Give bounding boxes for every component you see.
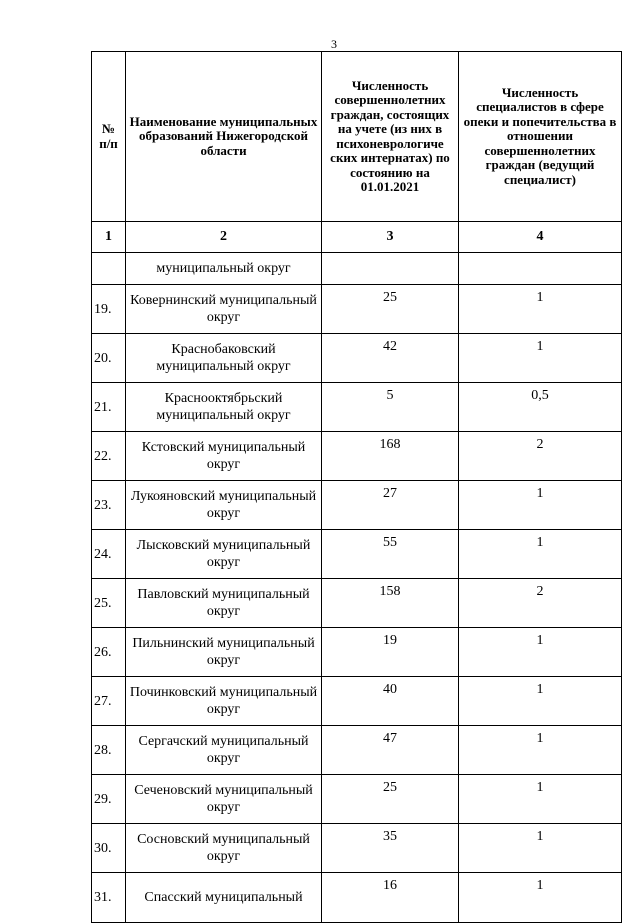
table-row xyxy=(92,285,622,334)
citizens-count: 5 xyxy=(322,383,459,432)
column-number: 3 xyxy=(322,222,459,253)
table-header-row xyxy=(92,52,622,222)
specialists-count: 0,5 xyxy=(459,383,622,432)
table-row xyxy=(92,432,622,481)
table-row xyxy=(92,873,622,923)
row-number: 28. xyxy=(92,726,126,775)
specialists-count: 1 xyxy=(459,628,622,677)
table-row xyxy=(92,530,622,579)
page-number: 3 xyxy=(331,37,337,51)
continuation-specialists-cell xyxy=(459,253,622,285)
specialists-count: 1 xyxy=(459,285,622,334)
row-number: 20. xyxy=(92,334,126,383)
row-number: 27. xyxy=(92,677,126,726)
row-number: 24. xyxy=(92,530,126,579)
specialists-count: 1 xyxy=(459,677,622,726)
continuation-number-cell xyxy=(92,253,126,285)
column-number: 1 xyxy=(92,222,126,253)
district-name: Лысковский муниципальный округ xyxy=(126,530,322,579)
specialists-count: 1 xyxy=(459,873,622,923)
citizens-count: 27 xyxy=(322,481,459,530)
citizens-count: 40 xyxy=(322,677,459,726)
citizens-count: 158 xyxy=(322,579,459,628)
table-row xyxy=(92,579,622,628)
row-number: 23. xyxy=(92,481,126,530)
specialists-count: 1 xyxy=(459,775,622,824)
table-row xyxy=(92,481,622,530)
column-number: 4 xyxy=(459,222,622,253)
specialists-count: 2 xyxy=(459,432,622,481)
district-name: Сосновский муниципальный округ xyxy=(126,824,322,873)
citizens-count: 42 xyxy=(322,334,459,383)
table-row xyxy=(92,726,622,775)
header-citizens-count: Численность совершеннолетних граждан, состоящих на учете (из них в психоневрологиче ских интернатах) по состоянию на 01.01.2021 xyxy=(322,52,459,222)
row-number: 30. xyxy=(92,824,126,873)
table-row xyxy=(92,677,622,726)
district-name: Починковский муниципальный округ xyxy=(126,677,322,726)
specialists-count: 2 xyxy=(459,579,622,628)
citizens-count: 168 xyxy=(322,432,459,481)
district-name: Сеченовский муниципальный округ xyxy=(126,775,322,824)
row-number: 29. xyxy=(92,775,126,824)
citizens-count: 35 xyxy=(322,824,459,873)
district-name: Краснобаковский муниципальный округ xyxy=(126,334,322,383)
citizens-count: 47 xyxy=(322,726,459,775)
specialists-count: 1 xyxy=(459,530,622,579)
header-specialists-count: Численность специалистов в сфере опеки и попечительства в отношении совершеннолетних граждан (ведущий специалист) xyxy=(459,52,622,222)
continuation-citizens-cell xyxy=(322,253,459,285)
row-number: 22. xyxy=(92,432,126,481)
specialists-count: 1 xyxy=(459,824,622,873)
district-name: Пильнинский муниципальный округ xyxy=(126,628,322,677)
district-name: Спасский муниципальный xyxy=(126,873,322,923)
citizens-count: 25 xyxy=(322,775,459,824)
specialists-count: 1 xyxy=(459,726,622,775)
row-number: 26. xyxy=(92,628,126,677)
header-district-name: Наименование муниципальных образований Нижегородской области xyxy=(126,52,322,222)
district-name: Лукояновский муниципальный округ xyxy=(126,481,322,530)
column-number-row xyxy=(92,222,622,253)
citizens-count: 25 xyxy=(322,285,459,334)
column-number: 2 xyxy=(126,222,322,253)
district-name: Ковернинский муниципальный округ xyxy=(126,285,322,334)
specialists-count: 1 xyxy=(459,481,622,530)
table-row xyxy=(92,824,622,873)
row-number: 21. xyxy=(92,383,126,432)
header-number: № п/п xyxy=(92,52,126,222)
table-row xyxy=(92,383,622,432)
district-name: Краснооктябрьский муниципальный округ xyxy=(126,383,322,432)
continuation-row xyxy=(92,253,622,285)
district-name: Павловский муниципальный округ xyxy=(126,579,322,628)
row-number: 25. xyxy=(92,579,126,628)
table-row xyxy=(92,628,622,677)
district-name: Сергачский муниципальный округ xyxy=(126,726,322,775)
citizens-count: 55 xyxy=(322,530,459,579)
row-number: 19. xyxy=(92,285,126,334)
continuation-name: муниципальный округ xyxy=(126,253,322,285)
district-name: Кстовский муниципальный округ xyxy=(126,432,322,481)
citizens-count: 16 xyxy=(322,873,459,923)
specialists-count: 1 xyxy=(459,334,622,383)
citizens-count: 19 xyxy=(322,628,459,677)
table-row xyxy=(92,775,622,824)
row-number: 31. xyxy=(92,873,126,923)
districts-table xyxy=(91,51,622,923)
table-row xyxy=(92,334,622,383)
